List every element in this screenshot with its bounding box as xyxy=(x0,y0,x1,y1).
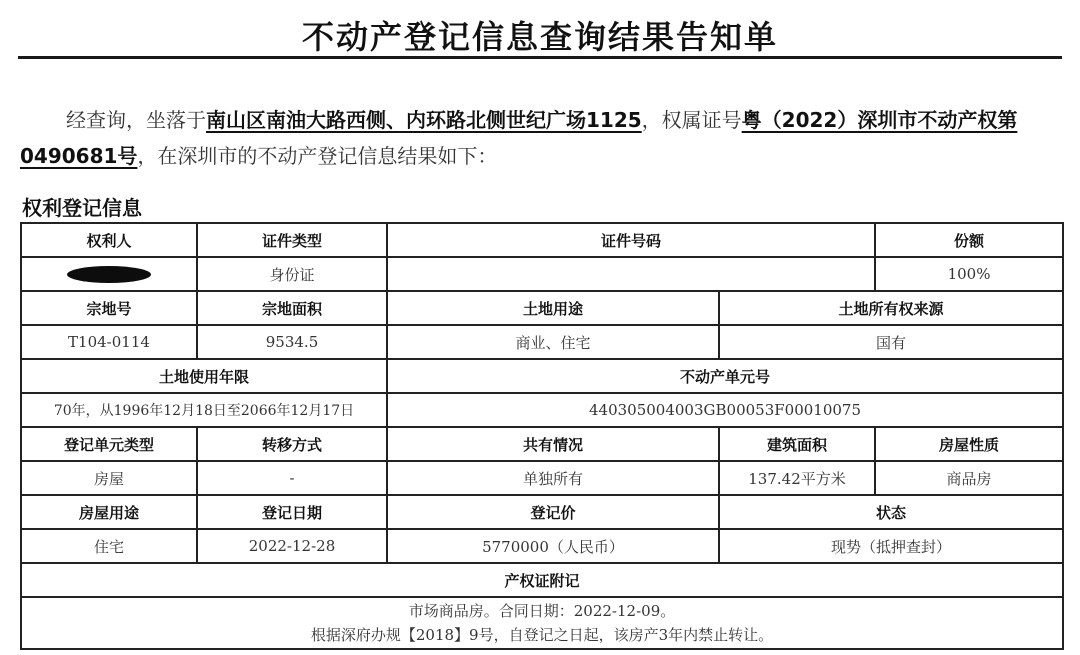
land-use-cell: 商业、住宅 xyxy=(387,325,719,359)
floor-area-cell: 137.42平方米 xyxy=(719,461,875,495)
land-use-term-cell: 70年，从1996年12月18日至2066年12月17日 xyxy=(21,393,387,427)
header-id-type: 证件类型 xyxy=(197,223,387,257)
table-row xyxy=(21,359,1063,393)
house-nature-cell: 商品房 xyxy=(875,461,1063,495)
table-row xyxy=(21,223,1063,257)
table-row xyxy=(21,461,1063,495)
header-status: 状态 xyxy=(719,495,1063,529)
header-registration-price: 登记价 xyxy=(387,495,719,529)
rights-registration-table xyxy=(20,222,1064,650)
ownership-source-cell: 国有 xyxy=(719,325,1063,359)
intro-mid: ，权属证号 xyxy=(641,108,742,132)
id-number-cell xyxy=(387,257,875,291)
header-land-use-term: 土地使用年限 xyxy=(21,359,387,393)
section-title: 权利登记信息 xyxy=(22,196,142,220)
parcel-area-cell: 9534.5 xyxy=(197,325,387,359)
table-row xyxy=(21,325,1063,359)
header-registration-date: 登记日期 xyxy=(197,495,387,529)
co-ownership-cell: 单独所有 xyxy=(387,461,719,495)
header-share: 份额 xyxy=(875,223,1063,257)
house-use-cell: 住宅 xyxy=(21,529,197,563)
property-location: 南山区南油大路西侧、内环路北侧世纪广场1125 xyxy=(206,108,642,132)
notes-line-1: 市场商品房。合同日期：2022-12-09。 xyxy=(408,602,676,620)
table-row xyxy=(21,257,1063,291)
rights-holder-cell xyxy=(21,257,197,291)
header-parcel-area: 宗地面积 xyxy=(197,291,387,325)
table-row xyxy=(21,563,1063,597)
parcel-number-cell: T104-0114 xyxy=(21,325,197,359)
header-ownership-source: 土地所有权来源 xyxy=(719,291,1063,325)
unit-number-cell: 440305004003GB00053F00010075 xyxy=(387,393,1063,427)
header-id-number: 证件号码 xyxy=(387,223,875,257)
registration-date-cell: 2022-12-28 xyxy=(197,529,387,563)
table-row xyxy=(21,597,1063,649)
id-type-cell: 身份证 xyxy=(197,257,387,291)
redaction-mark xyxy=(67,266,151,283)
unit-type-cell: 房屋 xyxy=(21,461,197,495)
title-divider xyxy=(18,56,1062,59)
certificate-notes-cell xyxy=(21,597,1063,649)
header-certificate-notes: 产权证附记 xyxy=(21,563,1063,597)
share-cell: 100% xyxy=(875,257,1063,291)
header-unit-number: 不动产单元号 xyxy=(387,359,1063,393)
header-co-ownership: 共有情况 xyxy=(387,427,719,461)
header-house-use: 房屋用途 xyxy=(21,495,197,529)
header-unit-type: 登记单元类型 xyxy=(21,427,197,461)
intro-paragraph xyxy=(20,102,1060,174)
header-land-use: 土地用途 xyxy=(387,291,719,325)
table-row xyxy=(21,427,1063,461)
header-floor-area: 建筑面积 xyxy=(719,427,875,461)
status-cell: 现势（抵押查封） xyxy=(719,529,1063,563)
intro-suffix: ，在深圳市的不动产登记信息结果如下： xyxy=(137,144,498,168)
header-rights-holder: 权利人 xyxy=(21,223,197,257)
table-row xyxy=(21,393,1063,427)
table-row xyxy=(21,495,1063,529)
notes-line-2: 根据深府办规【2018】9号，自登记之日起，该房产3年内禁止转让。 xyxy=(310,626,774,644)
table-row xyxy=(21,529,1063,563)
header-parcel-number: 宗地号 xyxy=(21,291,197,325)
certificate-number: 粤（2022）深圳市不动产权第0490681号 xyxy=(20,108,1018,168)
document-title: 不动产登记信息查询结果告知单 xyxy=(301,18,778,56)
table-row xyxy=(21,291,1063,325)
header-transfer-method: 转移方式 xyxy=(197,427,387,461)
registration-price-cell: 5770000（人民币） xyxy=(387,529,719,563)
header-house-nature: 房屋性质 xyxy=(875,427,1063,461)
intro-prefix: 经查询，坐落于 xyxy=(66,108,206,132)
transfer-method-cell: - xyxy=(197,461,387,495)
